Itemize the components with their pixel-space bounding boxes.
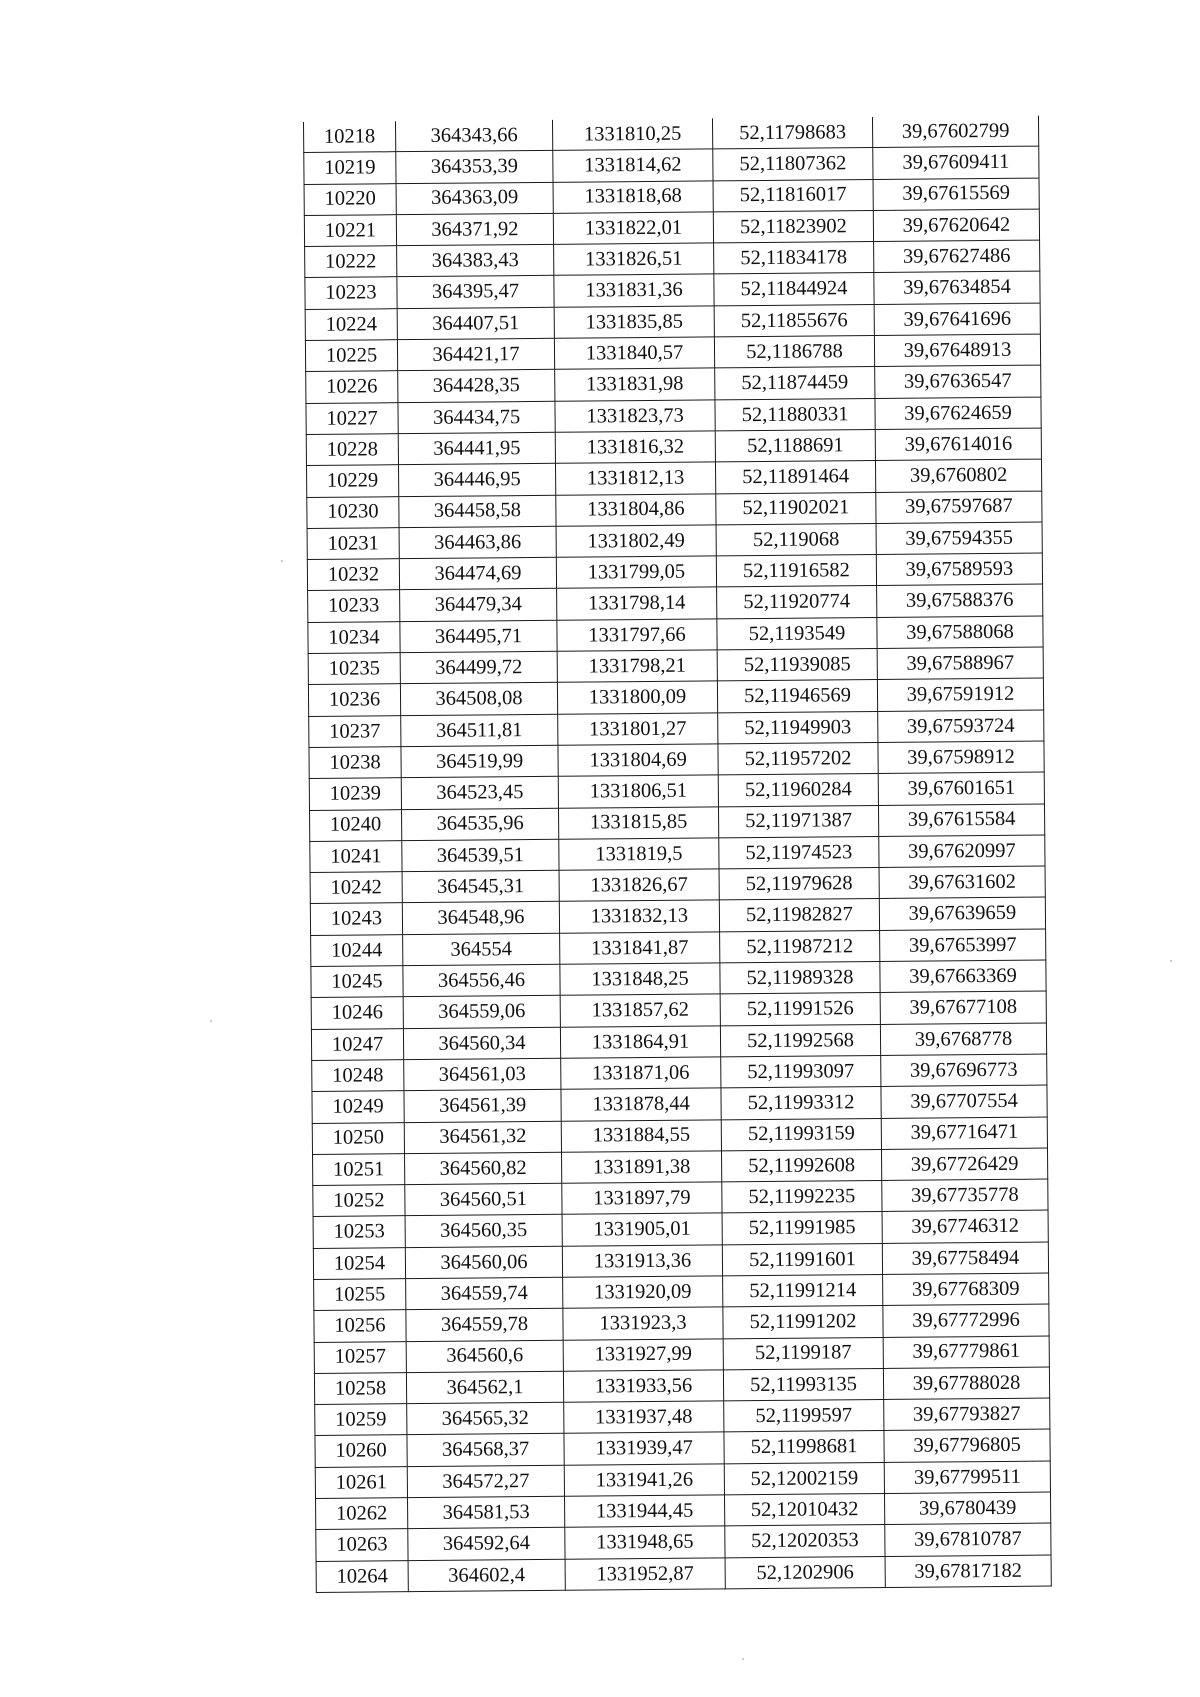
x-coordinate-cell: 364474,69 [399, 557, 556, 590]
longitude-cell: 39,67653997 [880, 929, 1046, 962]
x-coordinate-cell: 364395,47 [397, 276, 554, 309]
latitude-cell: 52,11993312 [721, 1087, 881, 1120]
point-number-cell: 10253 [313, 1216, 405, 1248]
longitude-cell: 39,67634854 [874, 272, 1040, 305]
y-coordinate-cell: 1331952,87 [565, 1558, 725, 1591]
y-coordinate-cell: 1331798,14 [557, 587, 717, 620]
y-coordinate-cell: 1331804,69 [558, 744, 718, 777]
y-coordinate-cell: 1331804,86 [556, 493, 716, 526]
longitude-cell: 39,67799511 [884, 1461, 1050, 1494]
x-coordinate-cell: 364548,96 [402, 902, 559, 935]
latitude-cell: 52,11902021 [716, 492, 876, 525]
x-coordinate-cell: 364434,75 [398, 401, 555, 434]
x-coordinate-cell: 364602,4 [408, 1559, 565, 1592]
x-coordinate-cell: 364561,32 [404, 1121, 561, 1154]
y-coordinate-cell: 1331797,66 [557, 619, 717, 652]
latitude-cell: 52,1199597 [724, 1400, 884, 1433]
y-coordinate-cell: 1331840,57 [554, 337, 714, 370]
coordinates-table-body [303, 116, 1051, 1593]
latitude-cell: 52,11989328 [720, 962, 880, 995]
longitude-cell: 39,67602799 [872, 116, 1038, 148]
point-number-cell: 10235 [308, 653, 400, 685]
y-coordinate-cell: 1331798,21 [557, 650, 717, 683]
x-coordinate-cell: 364523,45 [401, 777, 558, 810]
latitude-cell: 52,11960284 [718, 774, 878, 807]
point-number-cell: 10224 [305, 308, 397, 340]
latitude-cell: 52,11949903 [718, 711, 878, 744]
x-coordinate-cell: 364428,35 [398, 370, 555, 403]
longitude-cell: 39,67810787 [885, 1523, 1051, 1556]
x-coordinate-cell: 364511,81 [401, 714, 558, 747]
point-number-cell: 10232 [307, 559, 399, 591]
latitude-cell: 52,11993159 [721, 1118, 881, 1151]
table-row [316, 1555, 1051, 1593]
latitude-cell: 52,11992235 [722, 1181, 882, 1214]
point-number-cell: 10219 [304, 152, 396, 184]
point-number-cell: 10251 [313, 1153, 405, 1185]
y-coordinate-cell: 1331871,06 [561, 1057, 721, 1090]
y-coordinate-cell: 1331948,65 [565, 1526, 725, 1559]
y-coordinate-cell: 1331939,47 [564, 1432, 724, 1465]
point-number-cell: 10230 [307, 496, 399, 528]
longitude-cell: 39,67796805 [884, 1430, 1050, 1463]
y-coordinate-cell: 1331801,27 [558, 713, 718, 746]
latitude-cell: 52,11991985 [722, 1212, 882, 1245]
point-number-cell: 10249 [312, 1091, 404, 1123]
y-coordinate-cell: 1331800,09 [557, 681, 717, 714]
longitude-cell: 39,67588068 [877, 616, 1043, 649]
y-coordinate-cell: 1331933,56 [563, 1370, 723, 1403]
longitude-cell: 39,67591912 [877, 678, 1043, 711]
point-number-cell: 10245 [311, 966, 403, 998]
x-coordinate-cell: 364545,31 [402, 870, 559, 903]
y-coordinate-cell: 1331815,85 [558, 806, 718, 839]
x-coordinate-cell: 364363,09 [396, 182, 553, 215]
longitude-cell: 39,67707554 [881, 1085, 1047, 1118]
point-number-cell: 10221 [304, 215, 396, 247]
x-coordinate-cell: 364407,51 [397, 307, 554, 340]
latitude-cell: 52,11992568 [720, 1024, 880, 1057]
y-coordinate-cell: 1331905,01 [562, 1213, 722, 1246]
latitude-cell: 52,11891464 [715, 461, 875, 494]
longitude-cell: 39,67624659 [875, 397, 1041, 430]
longitude-cell: 39,67735778 [882, 1179, 1048, 1212]
longitude-cell: 39,67758494 [882, 1242, 1048, 1275]
latitude-cell: 52,11844924 [714, 273, 874, 306]
x-coordinate-cell: 364559,78 [406, 1309, 563, 1342]
x-coordinate-cell: 364495,71 [400, 620, 557, 653]
x-coordinate-cell: 364343,66 [395, 120, 552, 152]
point-number-cell: 10250 [312, 1122, 404, 1154]
longitude-cell: 39,67663369 [880, 960, 1046, 993]
y-coordinate-cell: 1331799,05 [556, 556, 716, 589]
x-coordinate-cell: 364561,03 [404, 1058, 561, 1091]
point-number-cell: 10244 [311, 934, 403, 966]
longitude-cell: 39,67631602 [879, 866, 1045, 899]
y-coordinate-cell: 1331819,5 [559, 838, 719, 871]
point-number-cell: 10226 [306, 371, 398, 403]
longitude-cell: 39,6780439 [884, 1492, 1050, 1525]
x-coordinate-cell: 364539,51 [402, 839, 559, 872]
point-number-cell: 10241 [310, 840, 402, 872]
latitude-cell: 52,12020353 [725, 1525, 885, 1558]
latitude-cell: 52,11991202 [723, 1306, 883, 1339]
latitude-cell: 52,12010432 [724, 1494, 884, 1527]
latitude-cell: 52,11946569 [717, 680, 877, 713]
latitude-cell: 52,11979628 [719, 868, 879, 901]
y-coordinate-cell: 1331857,62 [560, 994, 720, 1027]
y-coordinate-cell: 1331831,98 [555, 368, 715, 401]
longitude-cell: 39,67677108 [880, 991, 1046, 1024]
latitude-cell: 52,11807362 [713, 148, 873, 181]
y-coordinate-cell: 1331920,09 [563, 1276, 723, 1309]
longitude-cell: 39,67716471 [881, 1117, 1047, 1150]
point-number-cell: 10237 [309, 715, 401, 747]
x-coordinate-cell: 364508,08 [400, 683, 557, 716]
x-coordinate-cell: 364565,32 [407, 1402, 564, 1435]
point-number-cell: 10222 [305, 246, 397, 278]
y-coordinate-cell: 1331891,38 [561, 1151, 721, 1184]
latitude-cell: 52,1186788 [714, 336, 874, 369]
coordinates-table [303, 116, 1052, 1593]
longitude-cell: 39,67639659 [879, 897, 1045, 930]
longitude-cell: 39,67615569 [873, 178, 1039, 211]
latitude-cell: 52,12002159 [724, 1462, 884, 1495]
x-coordinate-cell: 364581,53 [408, 1496, 565, 1529]
point-number-cell: 10228 [306, 434, 398, 466]
y-coordinate-cell: 1331848,25 [560, 963, 720, 996]
x-coordinate-cell: 364562,1 [406, 1371, 563, 1404]
point-number-cell: 10236 [308, 684, 400, 716]
x-coordinate-cell: 364560,82 [405, 1152, 562, 1185]
longitude-cell: 39,67601651 [878, 772, 1044, 805]
longitude-cell: 39,67615584 [878, 804, 1044, 837]
latitude-cell: 52,11991214 [723, 1274, 883, 1307]
point-number-cell: 10264 [316, 1560, 408, 1592]
latitude-cell: 52,11834178 [714, 242, 874, 275]
point-number-cell: 10233 [308, 590, 400, 622]
longitude-cell: 39,67636547 [875, 365, 1041, 398]
point-number-cell: 10248 [312, 1060, 404, 1092]
x-coordinate-cell: 364572,27 [407, 1465, 564, 1498]
longitude-cell: 39,67746312 [882, 1210, 1048, 1243]
y-coordinate-cell: 1331816,32 [555, 431, 715, 464]
point-number-cell: 10220 [304, 183, 396, 215]
x-coordinate-cell: 364560,06 [405, 1246, 562, 1279]
point-number-cell: 10256 [314, 1310, 406, 1342]
y-coordinate-cell: 1331927,99 [563, 1338, 723, 1371]
y-coordinate-cell: 1331937,48 [564, 1401, 724, 1434]
point-number-cell: 10234 [308, 621, 400, 653]
latitude-cell: 52,11974523 [719, 836, 879, 869]
y-coordinate-cell: 1331812,13 [555, 462, 715, 495]
x-coordinate-cell: 364479,34 [400, 589, 557, 622]
longitude-cell: 39,67620642 [873, 209, 1039, 242]
latitude-cell: 52,11991526 [720, 993, 880, 1026]
longitude-cell: 39,67648913 [874, 334, 1040, 367]
x-coordinate-cell: 364568,37 [407, 1434, 564, 1467]
point-number-cell: 10227 [306, 402, 398, 434]
longitude-cell: 39,67793827 [884, 1398, 1050, 1431]
x-coordinate-cell: 364554 [403, 933, 560, 966]
latitude-cell: 52,11957202 [718, 742, 878, 775]
x-coordinate-cell: 364560,34 [403, 1027, 560, 1060]
y-coordinate-cell: 1331814,62 [553, 149, 713, 182]
latitude-cell: 52,11998681 [724, 1431, 884, 1464]
point-number-cell: 10225 [305, 340, 397, 372]
latitude-cell: 52,11823902 [713, 210, 873, 243]
x-coordinate-cell: 364499,72 [400, 651, 557, 684]
x-coordinate-cell: 364556,46 [403, 964, 560, 997]
longitude-cell: 39,67588376 [877, 585, 1043, 618]
latitude-cell: 52,1199187 [723, 1337, 883, 1370]
y-coordinate-cell: 1331913,36 [562, 1245, 722, 1278]
longitude-cell: 39,67588967 [877, 647, 1043, 680]
point-number-cell: 10243 [310, 903, 402, 935]
y-coordinate-cell: 1331835,85 [554, 306, 714, 339]
latitude-cell: 52,11982827 [719, 899, 879, 932]
longitude-cell: 39,67696773 [881, 1054, 1047, 1087]
x-coordinate-cell: 364519,99 [401, 745, 558, 778]
point-number-cell: 10247 [311, 1028, 403, 1060]
y-coordinate-cell: 1331806,51 [558, 775, 718, 808]
latitude-cell: 52,1193549 [717, 617, 877, 650]
point-number-cell: 10229 [306, 465, 398, 497]
latitude-cell: 52,11991601 [722, 1243, 882, 1276]
point-number-cell: 10259 [315, 1404, 407, 1436]
y-coordinate-cell: 1331941,26 [564, 1464, 724, 1497]
latitude-cell: 52,11798683 [712, 117, 872, 149]
x-coordinate-cell: 364560,51 [405, 1183, 562, 1216]
x-coordinate-cell: 364371,92 [396, 213, 553, 246]
x-coordinate-cell: 364535,96 [402, 808, 559, 841]
y-coordinate-cell: 1331923,3 [563, 1307, 723, 1340]
x-coordinate-cell: 364421,17 [397, 338, 554, 371]
x-coordinate-cell: 364559,06 [403, 996, 560, 1029]
scan-speck [281, 560, 283, 562]
x-coordinate-cell: 364560,6 [406, 1340, 563, 1373]
longitude-cell: 39,67726429 [881, 1148, 1047, 1181]
latitude-cell: 52,11992608 [721, 1149, 881, 1182]
longitude-cell: 39,67641696 [874, 303, 1040, 336]
point-number-cell: 10261 [315, 1466, 407, 1498]
latitude-cell: 52,11987212 [720, 930, 880, 963]
x-coordinate-cell: 364560,35 [405, 1215, 562, 1248]
y-coordinate-cell: 1331884,55 [561, 1119, 721, 1152]
y-coordinate-cell: 1331823,73 [555, 400, 715, 433]
point-number-cell: 10254 [313, 1247, 405, 1279]
longitude-cell: 39,67598912 [878, 741, 1044, 774]
longitude-cell: 39,67594355 [876, 522, 1042, 555]
point-number-cell: 10218 [303, 121, 395, 153]
longitude-cell: 39,67620997 [879, 835, 1045, 868]
x-coordinate-cell: 364559,74 [406, 1277, 563, 1310]
y-coordinate-cell: 1331810,25 [552, 118, 712, 150]
longitude-cell: 39,67788028 [883, 1367, 1049, 1400]
point-number-cell: 10252 [313, 1185, 405, 1217]
y-coordinate-cell: 1331831,36 [554, 274, 714, 307]
latitude-cell: 52,11920774 [717, 586, 877, 619]
point-number-cell: 10255 [314, 1279, 406, 1311]
y-coordinate-cell: 1331822,01 [553, 212, 713, 245]
point-number-cell: 10246 [311, 997, 403, 1029]
y-coordinate-cell: 1331878,44 [561, 1088, 721, 1121]
latitude-cell: 52,1202906 [725, 1556, 885, 1589]
point-number-cell: 10238 [309, 747, 401, 779]
longitude-cell: 39,67593724 [878, 710, 1044, 743]
longitude-cell: 39,6768778 [880, 1023, 1046, 1056]
y-coordinate-cell: 1331818,68 [553, 181, 713, 214]
point-number-cell: 10262 [316, 1498, 408, 1530]
y-coordinate-cell: 1331944,45 [565, 1495, 725, 1528]
y-coordinate-cell: 1331802,49 [556, 525, 716, 558]
point-number-cell: 10257 [314, 1341, 406, 1373]
point-number-cell: 10239 [309, 778, 401, 810]
x-coordinate-cell: 364458,58 [399, 495, 556, 528]
latitude-cell: 52,11939085 [717, 649, 877, 682]
scan-speck [1170, 960, 1172, 962]
point-number-cell: 10223 [305, 277, 397, 309]
y-coordinate-cell: 1331841,87 [560, 932, 720, 965]
y-coordinate-cell: 1331826,67 [559, 869, 719, 902]
x-coordinate-cell: 364441,95 [398, 432, 555, 465]
latitude-cell: 52,11971387 [718, 805, 878, 838]
point-number-cell: 10258 [314, 1373, 406, 1405]
longitude-cell: 39,67817182 [885, 1555, 1051, 1588]
longitude-cell: 39,67772996 [883, 1304, 1049, 1337]
latitude-cell: 52,119068 [716, 523, 876, 556]
latitude-cell: 52,1188691 [715, 429, 875, 462]
point-number-cell: 10240 [310, 809, 402, 841]
y-coordinate-cell: 1331832,13 [559, 900, 719, 933]
y-coordinate-cell: 1331826,51 [554, 243, 714, 276]
latitude-cell: 52,11880331 [715, 398, 875, 431]
longitude-cell: 39,67589593 [876, 553, 1042, 586]
latitude-cell: 52,11874459 [715, 367, 875, 400]
latitude-cell: 52,11916582 [716, 555, 876, 588]
x-coordinate-cell: 364383,43 [397, 245, 554, 278]
longitude-cell: 39,67768309 [883, 1273, 1049, 1306]
x-coordinate-cell: 364463,86 [399, 526, 556, 559]
latitude-cell: 52,11993135 [723, 1368, 883, 1401]
x-coordinate-cell: 364592,64 [408, 1528, 565, 1561]
latitude-cell: 52,11993097 [721, 1055, 881, 1088]
longitude-cell: 39,67627486 [874, 240, 1040, 273]
longitude-cell: 39,67609411 [873, 146, 1039, 179]
longitude-cell: 39,67614016 [875, 428, 1041, 461]
longitude-cell: 39,6760802 [875, 459, 1041, 492]
point-number-cell: 10263 [316, 1529, 408, 1561]
x-coordinate-cell: 364446,95 [398, 464, 555, 497]
x-coordinate-cell: 364561,39 [404, 1089, 561, 1122]
point-number-cell: 10260 [315, 1435, 407, 1467]
x-coordinate-cell: 364353,39 [396, 151, 553, 184]
point-number-cell: 10231 [307, 528, 399, 560]
latitude-cell: 52,11816017 [713, 179, 873, 212]
longitude-cell: 39,67779861 [883, 1336, 1049, 1369]
scan-speck [210, 1020, 212, 1022]
point-number-cell: 10242 [310, 872, 402, 904]
scan-speck [742, 1658, 744, 1660]
latitude-cell: 52,11855676 [714, 304, 874, 337]
y-coordinate-cell: 1331897,79 [562, 1182, 722, 1215]
y-coordinate-cell: 1331864,91 [560, 1026, 720, 1059]
longitude-cell: 39,67597687 [876, 491, 1042, 524]
